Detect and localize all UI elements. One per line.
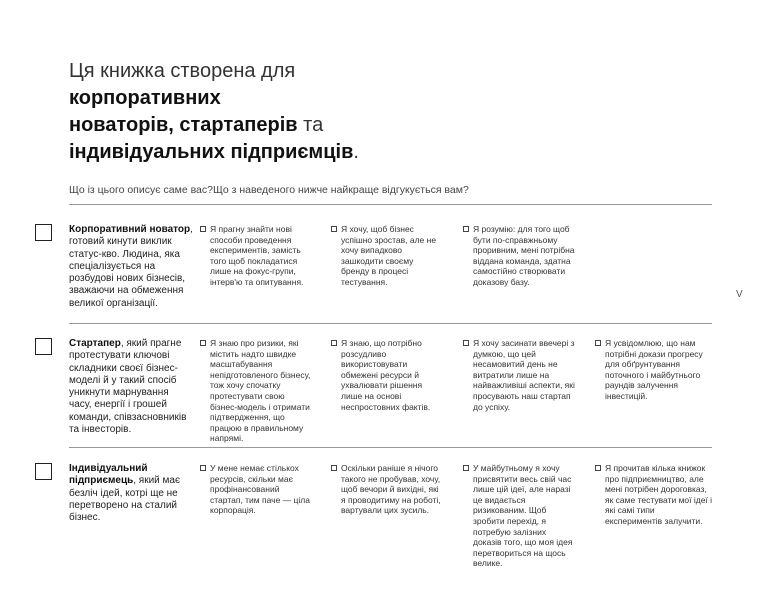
statement-item [595, 463, 713, 527]
statement-checkbox[interactable] [595, 465, 601, 471]
persona-name: Індивідуальний підприємець [69, 463, 148, 487]
persona-description [69, 463, 194, 524]
persona-checkbox[interactable] [35, 463, 52, 480]
statement-checkbox[interactable] [331, 226, 337, 232]
statement-text: Оскільки раніше я нічого такого не пробував, хочу, щоб вечори й вихідні, які я проводитиму на роботі, вартували цих зусиль. [341, 463, 441, 516]
title-line-1: Ця книжка створена для [69, 60, 296, 82]
title-bold-entrepreneurs: індивідуальних підприємців [69, 141, 354, 163]
persona-name: Корпоративний новатор [69, 224, 191, 235]
statement-text: Я розумію: для того щоб бути по-справжньому проривним, мені потрібна віддана команда, здатна самостійно створювати доказову базу. [473, 224, 575, 287]
page-number: V [736, 289, 743, 300]
statement-text: Я знаю про ризики, які містить надто швидке масштабування непідготовленого бізнесу, тож хочу спочатку протестувати свою бізнес-модель і отримати підтвердження, що працюю в правильному напрямі. [210, 338, 311, 444]
statement-item [463, 463, 575, 569]
persona-description [69, 224, 194, 310]
persona-description [69, 338, 194, 436]
persona-checkbox[interactable] [35, 338, 52, 355]
divider [69, 323, 712, 324]
title-line-3 [69, 112, 629, 139]
statement-item [463, 224, 575, 288]
statement-item [331, 224, 443, 288]
statement-checkbox[interactable] [200, 340, 206, 346]
title-bold-corporate: корпоративних [69, 87, 221, 109]
statement-text: Я хочу засинати ввечері з думкою, що цей несамовитий день не витратили лише на найважливіші аспекти, які просувають наш стартап до успіху. [473, 338, 575, 412]
persona-text: , який має безліч ідей, котрі ще не перетворено на сталий бізнес. [69, 475, 181, 524]
statement-text: Я прагну знайти нові способи проведення експериментів, замість того щоб покладатися лише на фокус-групи, інтерв'ю та опитування. [210, 224, 304, 287]
persona-text: , який прагне протестувати ключові складники своєї бізнес-моделі й у такий спосіб уникнути марнування часу, енергії і грошей команди, співзасновників та інвесторів. [69, 338, 187, 436]
divider [69, 204, 712, 205]
statement-item [200, 338, 312, 444]
divider [69, 447, 712, 448]
statement-checkbox[interactable] [463, 340, 469, 346]
question-resonates: Що з наведеного нижче найкраще відгукується вам? [213, 184, 469, 196]
persona-text: , готовий кинути виклик статус-кво. Людина, яка спеціалізується на розбудові нових бізнесів, зважаючи на обмеження великої організації. [69, 224, 193, 309]
statement-text: Я усвідомлюю, що нам потрібні докази прогресу для обґрунтування поточного і майбутнього раундів залучення інвестицій. [605, 338, 703, 401]
statement-checkbox[interactable] [200, 226, 206, 232]
statement-checkbox[interactable] [200, 465, 206, 471]
statement-checkbox[interactable] [463, 465, 469, 471]
title-period: . [353, 141, 359, 163]
statement-item [463, 338, 575, 412]
statement-text: Я знаю, що потрібно розсудливо використовувати обмежені ресурси й ухвалювати рішення лише на основі неспростовних фактів. [341, 338, 431, 412]
page-title [69, 58, 629, 166]
persona-name: Стартапер [69, 338, 121, 349]
statement-item [331, 338, 443, 412]
statement-checkbox[interactable] [331, 465, 337, 471]
statement-text: Я хочу, щоб бізнес успішно зростав, але не хочу випадково зашкодити своєму бренду в процесі тестування. [341, 224, 437, 287]
statement-text: У майбутньому я хочу присвятити весь свій час лише цій ідеї, але наразі це видається ризикованим. Щоб зробити перехід, я потребую залізних доказів того, що моя ідея перетвориться на щось велике. [473, 463, 573, 569]
statement-item [331, 463, 443, 516]
question-describes-you: Що із цього описує саме вас? [69, 184, 213, 196]
statement-checkbox[interactable] [331, 340, 337, 346]
statement-item [595, 338, 713, 402]
title-light-and: та [297, 114, 324, 136]
title-bold-startups: новаторів, стартаперів [69, 114, 298, 136]
title-line-2 [69, 85, 629, 112]
statement-item [200, 224, 312, 288]
statement-text: У мене немає стількох ресурсів, скільки має профінансований стартап, тим паче — ціла корпорація. [210, 463, 310, 516]
statement-checkbox[interactable] [595, 340, 601, 346]
persona-checkbox[interactable] [35, 224, 52, 241]
statement-text: Я прочитав кілька книжок про підприємництво, але мені потрібен дороговказ, як саме тестувати мої ідеї і які самі типи експериментів залучити. [605, 463, 713, 526]
title-line-4 [69, 139, 629, 166]
statement-checkbox[interactable] [463, 226, 469, 232]
statement-item [200, 463, 312, 516]
